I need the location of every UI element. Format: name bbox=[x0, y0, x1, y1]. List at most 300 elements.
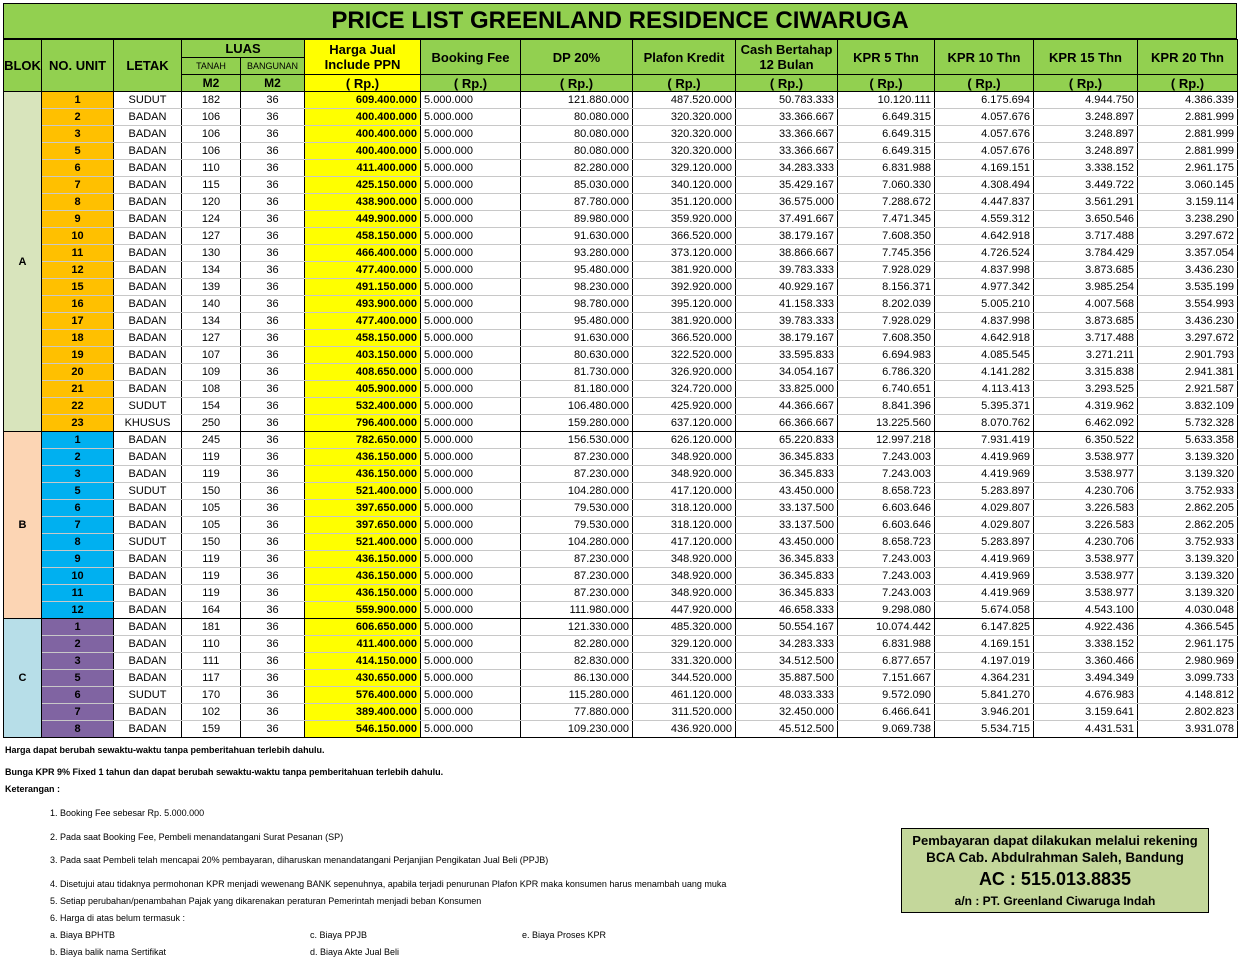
harga-jual: 403.150.000 bbox=[305, 347, 421, 364]
tanah-m2: 182 bbox=[182, 92, 241, 109]
header-rp: ( Rp.) bbox=[736, 75, 838, 92]
plafon-kredit: 318.120.000 bbox=[633, 500, 736, 517]
letak: SUDUT bbox=[114, 92, 182, 109]
table-row bbox=[4, 636, 1238, 653]
table-row bbox=[4, 449, 1238, 466]
bangunan-m2: 36 bbox=[241, 619, 305, 636]
payment-box bbox=[901, 828, 1209, 913]
payment-holder: a/n : PT. Greenland Ciwaruga Indah bbox=[954, 894, 1156, 908]
kpr-20: 2.921.587 bbox=[1138, 381, 1238, 398]
kpr-15: 4.230.706 bbox=[1034, 534, 1138, 551]
header-tanah: TANAH bbox=[182, 58, 241, 75]
letak: BADAN bbox=[114, 126, 182, 143]
booking-fee: 5.000.000 bbox=[421, 330, 521, 347]
cash-bertahap: 33.137.500 bbox=[736, 500, 838, 517]
table-row bbox=[4, 653, 1238, 670]
harga-jual: 521.400.000 bbox=[305, 483, 421, 500]
note-item-2: 2. Pada saat Booking Fee, Pembeli menandatangani Surat Pesanan (SP) bbox=[50, 832, 344, 842]
kpr-5: 6.694.983 bbox=[838, 347, 935, 364]
kpr-10: 4.113.413 bbox=[935, 381, 1034, 398]
letak: BADAN bbox=[114, 721, 182, 738]
kpr-5: 7.288.672 bbox=[838, 194, 935, 211]
cash-bertahap: 65.220.833 bbox=[736, 432, 838, 449]
table-row bbox=[4, 670, 1238, 687]
plafon-kredit: 381.920.000 bbox=[633, 313, 736, 330]
plafon-kredit: 392.920.000 bbox=[633, 279, 736, 296]
bangunan-m2: 36 bbox=[241, 432, 305, 449]
tanah-m2: 127 bbox=[182, 330, 241, 347]
kpr-5: 6.649.315 bbox=[838, 109, 935, 126]
kpr-20: 3.436.230 bbox=[1138, 262, 1238, 279]
kpr-5: 10.120.111 bbox=[838, 92, 935, 109]
unit-number: 11 bbox=[42, 585, 114, 602]
kpr-20: 2.802.823 bbox=[1138, 704, 1238, 721]
dp: 81.180.000 bbox=[521, 381, 633, 398]
kpr-5: 7.928.029 bbox=[838, 262, 935, 279]
kpr-20: 3.139.320 bbox=[1138, 585, 1238, 602]
kpr-10: 4.057.676 bbox=[935, 109, 1034, 126]
header-kpr5: KPR 5 Thn bbox=[838, 40, 935, 75]
note-item-1: 1. Booking Fee sebesar Rp. 5.000.000 bbox=[50, 808, 205, 818]
tanah-m2: 119 bbox=[182, 449, 241, 466]
tanah-m2: 124 bbox=[182, 211, 241, 228]
harga-jual: 411.400.000 bbox=[305, 160, 421, 177]
harga-jual: 466.400.000 bbox=[305, 245, 421, 262]
harga-jual: 559.900.000 bbox=[305, 602, 421, 619]
letak: BADAN bbox=[114, 262, 182, 279]
kpr-10: 5.283.897 bbox=[935, 534, 1034, 551]
dp: 81.730.000 bbox=[521, 364, 633, 381]
kpr-20: 3.139.320 bbox=[1138, 449, 1238, 466]
cash-bertahap: 45.512.500 bbox=[736, 721, 838, 738]
kpr-20: 3.159.114 bbox=[1138, 194, 1238, 211]
tanah-m2: 245 bbox=[182, 432, 241, 449]
dp: 95.480.000 bbox=[521, 262, 633, 279]
header-rp: ( Rp.) bbox=[1034, 75, 1138, 92]
letak: BADAN bbox=[114, 296, 182, 313]
cash-bertahap: 39.783.333 bbox=[736, 262, 838, 279]
kpr-15: 4.922.436 bbox=[1034, 619, 1138, 636]
table-row bbox=[4, 92, 1238, 109]
table-row bbox=[4, 347, 1238, 364]
unit-number: 5 bbox=[42, 670, 114, 687]
kpr-15: 3.985.254 bbox=[1034, 279, 1138, 296]
kpr-20: 3.832.109 bbox=[1138, 398, 1238, 415]
cash-bertahap: 36.345.833 bbox=[736, 551, 838, 568]
header-bangunan: BANGUNAN bbox=[241, 58, 305, 75]
cash-bertahap: 36.345.833 bbox=[736, 449, 838, 466]
kpr-20: 2.881.999 bbox=[1138, 126, 1238, 143]
letak: BADAN bbox=[114, 279, 182, 296]
kpr-15: 3.248.897 bbox=[1034, 126, 1138, 143]
letak: BADAN bbox=[114, 109, 182, 126]
harga-jual: 796.400.000 bbox=[305, 415, 421, 432]
tanah-m2: 109 bbox=[182, 364, 241, 381]
plafon-kredit: 366.520.000 bbox=[633, 228, 736, 245]
tanah-m2: 164 bbox=[182, 602, 241, 619]
letak: BADAN bbox=[114, 466, 182, 483]
kpr-10: 5.674.058 bbox=[935, 602, 1034, 619]
plafon-kredit: 329.120.000 bbox=[633, 636, 736, 653]
unit-number: 3 bbox=[42, 466, 114, 483]
cash-bertahap: 66.366.667 bbox=[736, 415, 838, 432]
kpr-20: 3.931.078 bbox=[1138, 721, 1238, 738]
kpr-10: 4.419.969 bbox=[935, 568, 1034, 585]
cash-bertahap: 33.366.667 bbox=[736, 143, 838, 160]
kpr-10: 5.005.210 bbox=[935, 296, 1034, 313]
header-harga-line2: Include PPN bbox=[324, 57, 401, 72]
unit-number: 22 bbox=[42, 398, 114, 415]
cash-bertahap: 46.658.333 bbox=[736, 602, 838, 619]
unit-number: 17 bbox=[42, 313, 114, 330]
unit-number: 1 bbox=[42, 92, 114, 109]
table-row bbox=[4, 296, 1238, 313]
table-row bbox=[4, 313, 1238, 330]
letak: BADAN bbox=[114, 432, 182, 449]
kpr-15: 3.561.291 bbox=[1034, 194, 1138, 211]
letak: BADAN bbox=[114, 551, 182, 568]
unit-number: 9 bbox=[42, 211, 114, 228]
kpr-5: 7.243.003 bbox=[838, 449, 935, 466]
cash-bertahap: 38.866.667 bbox=[736, 245, 838, 262]
header-luas: LUAS bbox=[182, 40, 305, 58]
plafon-kredit: 485.320.000 bbox=[633, 619, 736, 636]
unit-number: 21 bbox=[42, 381, 114, 398]
kpr-20: 3.297.672 bbox=[1138, 330, 1238, 347]
letak: SUDUT bbox=[114, 687, 182, 704]
cash-bertahap: 50.783.333 bbox=[736, 92, 838, 109]
table-row bbox=[4, 551, 1238, 568]
bangunan-m2: 36 bbox=[241, 398, 305, 415]
kpr-15: 3.538.977 bbox=[1034, 466, 1138, 483]
kpr-10: 4.169.151 bbox=[935, 636, 1034, 653]
cash-bertahap: 48.033.333 bbox=[736, 687, 838, 704]
plafon-kredit: 326.920.000 bbox=[633, 364, 736, 381]
unit-number: 8 bbox=[42, 534, 114, 551]
tanah-m2: 139 bbox=[182, 279, 241, 296]
letak: BADAN bbox=[114, 602, 182, 619]
kpr-15: 4.676.983 bbox=[1034, 687, 1138, 704]
kpr-5: 10.074.442 bbox=[838, 619, 935, 636]
kpr-15: 3.293.525 bbox=[1034, 381, 1138, 398]
booking-fee: 5.000.000 bbox=[421, 245, 521, 262]
dp: 91.630.000 bbox=[521, 228, 633, 245]
table-row bbox=[4, 687, 1238, 704]
dp: 89.980.000 bbox=[521, 211, 633, 228]
table-row bbox=[4, 143, 1238, 160]
table-row bbox=[4, 245, 1238, 262]
harga-jual: 436.150.000 bbox=[305, 449, 421, 466]
dp: 109.230.000 bbox=[521, 721, 633, 738]
bangunan-m2: 36 bbox=[241, 415, 305, 432]
header-kpr15: KPR 15 Thn bbox=[1034, 40, 1138, 75]
kpr-20: 3.139.320 bbox=[1138, 568, 1238, 585]
unit-number: 2 bbox=[42, 109, 114, 126]
cash-bertahap: 38.179.167 bbox=[736, 228, 838, 245]
harga-jual: 408.650.000 bbox=[305, 364, 421, 381]
tanah-m2: 170 bbox=[182, 687, 241, 704]
harga-jual: 425.150.000 bbox=[305, 177, 421, 194]
booking-fee: 5.000.000 bbox=[421, 160, 521, 177]
unit-number: 9 bbox=[42, 551, 114, 568]
bangunan-m2: 36 bbox=[241, 551, 305, 568]
kpr-20: 2.862.205 bbox=[1138, 500, 1238, 517]
table-row bbox=[4, 415, 1238, 432]
kpr-5: 6.603.646 bbox=[838, 500, 935, 517]
kpr-10: 4.726.524 bbox=[935, 245, 1034, 262]
booking-fee: 5.000.000 bbox=[421, 347, 521, 364]
kpr-20: 2.901.793 bbox=[1138, 347, 1238, 364]
booking-fee: 5.000.000 bbox=[421, 602, 521, 619]
kpr-5: 8.202.039 bbox=[838, 296, 935, 313]
kpr-15: 3.338.152 bbox=[1034, 160, 1138, 177]
kpr-10: 4.029.807 bbox=[935, 517, 1034, 534]
kpr-5: 7.608.350 bbox=[838, 228, 935, 245]
kpr-5: 12.997.218 bbox=[838, 432, 935, 449]
dp: 82.280.000 bbox=[521, 636, 633, 653]
dp: 87.230.000 bbox=[521, 585, 633, 602]
bangunan-m2: 36 bbox=[241, 177, 305, 194]
booking-fee: 5.000.000 bbox=[421, 398, 521, 415]
unit-number: 7 bbox=[42, 704, 114, 721]
cash-bertahap: 34.512.500 bbox=[736, 653, 838, 670]
header-letak: LETAK bbox=[114, 40, 182, 92]
kpr-10: 8.070.762 bbox=[935, 415, 1034, 432]
tanah-m2: 106 bbox=[182, 109, 241, 126]
kpr-15: 4.319.962 bbox=[1034, 398, 1138, 415]
harga-jual: 436.150.000 bbox=[305, 568, 421, 585]
harga-jual: 491.150.000 bbox=[305, 279, 421, 296]
table-row bbox=[4, 109, 1238, 126]
harga-jual: 546.150.000 bbox=[305, 721, 421, 738]
unit-number: 7 bbox=[42, 517, 114, 534]
plafon-kredit: 637.120.000 bbox=[633, 415, 736, 432]
booking-fee: 5.000.000 bbox=[421, 364, 521, 381]
booking-fee: 5.000.000 bbox=[421, 653, 521, 670]
note-sub-b: b. Biaya balik nama Sertifikat bbox=[50, 947, 167, 957]
dp: 115.280.000 bbox=[521, 687, 633, 704]
harga-jual: 458.150.000 bbox=[305, 228, 421, 245]
kpr-15: 4.007.568 bbox=[1034, 296, 1138, 313]
kpr-10: 4.364.231 bbox=[935, 670, 1034, 687]
plafon-kredit: 348.920.000 bbox=[633, 466, 736, 483]
harga-jual: 397.650.000 bbox=[305, 500, 421, 517]
tanah-m2: 117 bbox=[182, 670, 241, 687]
kpr-10: 6.147.825 bbox=[935, 619, 1034, 636]
plafon-kredit: 320.320.000 bbox=[633, 126, 736, 143]
harga-jual: 477.400.000 bbox=[305, 313, 421, 330]
table-row bbox=[4, 126, 1238, 143]
harga-jual: 397.650.000 bbox=[305, 517, 421, 534]
header-rp: ( Rp.) bbox=[633, 75, 736, 92]
kpr-10: 4.029.807 bbox=[935, 500, 1034, 517]
kpr-15: 3.784.429 bbox=[1034, 245, 1138, 262]
header-harga-jual bbox=[305, 40, 421, 75]
kpr-10: 4.559.312 bbox=[935, 211, 1034, 228]
bangunan-m2: 36 bbox=[241, 160, 305, 177]
kpr-15: 3.271.211 bbox=[1034, 347, 1138, 364]
booking-fee: 5.000.000 bbox=[421, 466, 521, 483]
kpr-20: 3.238.290 bbox=[1138, 211, 1238, 228]
unit-number: 19 bbox=[42, 347, 114, 364]
unit-number: 12 bbox=[42, 262, 114, 279]
bangunan-m2: 36 bbox=[241, 211, 305, 228]
cash-bertahap: 32.450.000 bbox=[736, 704, 838, 721]
kpr-20: 2.980.969 bbox=[1138, 653, 1238, 670]
kpr-5: 6.603.646 bbox=[838, 517, 935, 534]
note-keterangan: Keterangan : bbox=[5, 784, 61, 794]
unit-number: 1 bbox=[42, 432, 114, 449]
cash-bertahap: 33.366.667 bbox=[736, 126, 838, 143]
booking-fee: 5.000.000 bbox=[421, 296, 521, 313]
booking-fee: 5.000.000 bbox=[421, 126, 521, 143]
booking-fee: 5.000.000 bbox=[421, 568, 521, 585]
price-table bbox=[3, 39, 1238, 738]
harga-jual: 411.400.000 bbox=[305, 636, 421, 653]
kpr-20: 3.436.230 bbox=[1138, 313, 1238, 330]
letak: BADAN bbox=[114, 347, 182, 364]
plafon-kredit: 340.120.000 bbox=[633, 177, 736, 194]
kpr-10: 4.085.545 bbox=[935, 347, 1034, 364]
dp: 87.230.000 bbox=[521, 466, 633, 483]
kpr-15: 3.248.897 bbox=[1034, 109, 1138, 126]
kpr-10: 4.197.019 bbox=[935, 653, 1034, 670]
header-booking-fee: Booking Fee bbox=[421, 40, 521, 75]
kpr-20: 3.554.993 bbox=[1138, 296, 1238, 313]
kpr-10: 4.308.494 bbox=[935, 177, 1034, 194]
plafon-kredit: 626.120.000 bbox=[633, 432, 736, 449]
kpr-15: 3.538.977 bbox=[1034, 585, 1138, 602]
tanah-m2: 134 bbox=[182, 262, 241, 279]
tanah-m2: 140 bbox=[182, 296, 241, 313]
bangunan-m2: 36 bbox=[241, 228, 305, 245]
kpr-15: 3.717.488 bbox=[1034, 228, 1138, 245]
table-row bbox=[4, 177, 1238, 194]
letak: SUDUT bbox=[114, 398, 182, 415]
letak: BADAN bbox=[114, 160, 182, 177]
plafon-kredit: 417.120.000 bbox=[633, 534, 736, 551]
kpr-20: 3.297.672 bbox=[1138, 228, 1238, 245]
dp: 79.530.000 bbox=[521, 500, 633, 517]
dp: 87.230.000 bbox=[521, 551, 633, 568]
tanah-m2: 102 bbox=[182, 704, 241, 721]
block-label: A bbox=[4, 92, 42, 432]
kpr-5: 7.243.003 bbox=[838, 551, 935, 568]
bangunan-m2: 36 bbox=[241, 330, 305, 347]
booking-fee: 5.000.000 bbox=[421, 381, 521, 398]
cash-bertahap: 36.345.833 bbox=[736, 585, 838, 602]
table-row bbox=[4, 160, 1238, 177]
note-item-5: 5. Setiap perubahan/penambahan Pajak yang dikarenakan peraturan Pemerintah menjadi beban Konsumen bbox=[50, 896, 482, 906]
bangunan-m2: 36 bbox=[241, 517, 305, 534]
unit-number: 7 bbox=[42, 177, 114, 194]
kpr-5: 7.928.029 bbox=[838, 313, 935, 330]
cash-bertahap: 35.429.167 bbox=[736, 177, 838, 194]
table-row bbox=[4, 585, 1238, 602]
cash-bertahap: 43.450.000 bbox=[736, 534, 838, 551]
tanah-m2: 181 bbox=[182, 619, 241, 636]
kpr-5: 8.658.723 bbox=[838, 534, 935, 551]
dp: 87.230.000 bbox=[521, 568, 633, 585]
header-rp: ( Rp.) bbox=[1138, 75, 1238, 92]
booking-fee: 5.000.000 bbox=[421, 143, 521, 160]
tanah-m2: 127 bbox=[182, 228, 241, 245]
bangunan-m2: 36 bbox=[241, 143, 305, 160]
harga-jual: 389.400.000 bbox=[305, 704, 421, 721]
bangunan-m2: 36 bbox=[241, 568, 305, 585]
note-sub-a: a. Biaya BPHTB bbox=[50, 930, 116, 940]
kpr-20: 2.881.999 bbox=[1138, 109, 1238, 126]
kpr-20: 3.752.933 bbox=[1138, 483, 1238, 500]
unit-number: 3 bbox=[42, 653, 114, 670]
tanah-m2: 115 bbox=[182, 177, 241, 194]
plafon-kredit: 348.920.000 bbox=[633, 551, 736, 568]
letak: KHUSUS bbox=[114, 415, 182, 432]
header-harga-line1: Harga Jual bbox=[329, 42, 396, 57]
plafon-kredit: 436.920.000 bbox=[633, 721, 736, 738]
harga-jual: 521.400.000 bbox=[305, 534, 421, 551]
note-sub-e: e. Biaya Proses KPR bbox=[522, 930, 607, 940]
booking-fee: 5.000.000 bbox=[421, 517, 521, 534]
cash-bertahap: 39.783.333 bbox=[736, 313, 838, 330]
cash-bertahap: 33.137.500 bbox=[736, 517, 838, 534]
booking-fee: 5.000.000 bbox=[421, 687, 521, 704]
booking-fee: 5.000.000 bbox=[421, 500, 521, 517]
bangunan-m2: 36 bbox=[241, 653, 305, 670]
harga-jual: 430.650.000 bbox=[305, 670, 421, 687]
unit-number: 15 bbox=[42, 279, 114, 296]
unit-number: 5 bbox=[42, 483, 114, 500]
kpr-5: 6.877.657 bbox=[838, 653, 935, 670]
note-sub-c: c. Biaya PPJB bbox=[310, 930, 368, 940]
kpr-5: 7.243.003 bbox=[838, 466, 935, 483]
dp: 80.080.000 bbox=[521, 126, 633, 143]
kpr-20: 3.060.145 bbox=[1138, 177, 1238, 194]
harga-jual: 436.150.000 bbox=[305, 551, 421, 568]
dp: 80.080.000 bbox=[521, 143, 633, 160]
booking-fee: 5.000.000 bbox=[421, 449, 521, 466]
table-row bbox=[4, 381, 1238, 398]
bangunan-m2: 36 bbox=[241, 245, 305, 262]
unit-number: 10 bbox=[42, 228, 114, 245]
kpr-20: 3.099.733 bbox=[1138, 670, 1238, 687]
kpr-10: 5.395.371 bbox=[935, 398, 1034, 415]
tanah-m2: 110 bbox=[182, 636, 241, 653]
tanah-m2: 250 bbox=[182, 415, 241, 432]
table-row bbox=[4, 262, 1238, 279]
header-kpr10: KPR 10 Thn bbox=[935, 40, 1034, 75]
tanah-m2: 110 bbox=[182, 160, 241, 177]
kpr-10: 4.447.837 bbox=[935, 194, 1034, 211]
kpr-5: 7.745.356 bbox=[838, 245, 935, 262]
header-rp: ( Rp.) bbox=[305, 75, 421, 92]
harga-jual: 493.900.000 bbox=[305, 296, 421, 313]
plafon-kredit: 395.120.000 bbox=[633, 296, 736, 313]
kpr-15: 6.350.522 bbox=[1034, 432, 1138, 449]
cash-bertahap: 50.554.167 bbox=[736, 619, 838, 636]
unit-number: 6 bbox=[42, 687, 114, 704]
kpr-5: 13.225.560 bbox=[838, 415, 935, 432]
header-tanah-m2: M2 bbox=[182, 75, 241, 92]
tanah-m2: 154 bbox=[182, 398, 241, 415]
bangunan-m2: 36 bbox=[241, 449, 305, 466]
kpr-10: 4.057.676 bbox=[935, 143, 1034, 160]
tanah-m2: 106 bbox=[182, 143, 241, 160]
block-label: C bbox=[4, 619, 42, 738]
bangunan-m2: 36 bbox=[241, 585, 305, 602]
harga-jual: 782.650.000 bbox=[305, 432, 421, 449]
dp: 85.030.000 bbox=[521, 177, 633, 194]
